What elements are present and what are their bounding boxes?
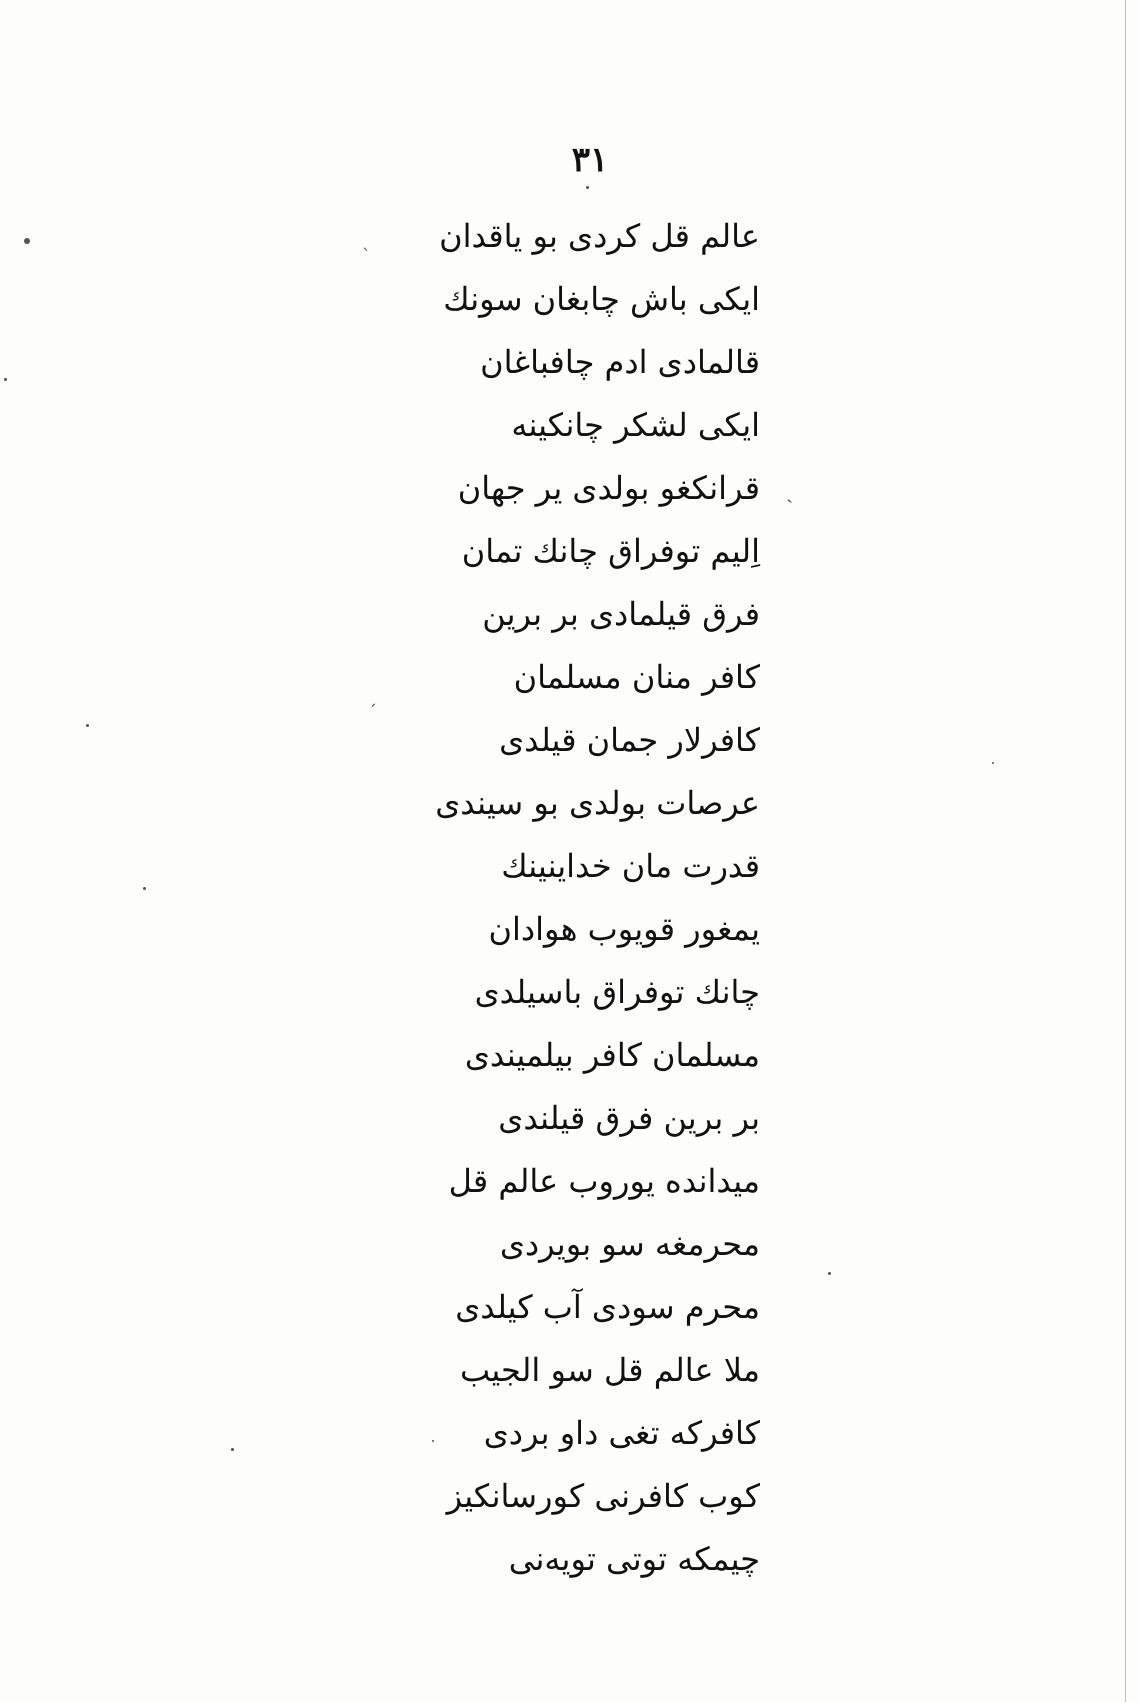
verse-line: اِلیم توفراق چانك تمان xyxy=(461,532,760,570)
verse-line: میدانده یوروب عالم قل xyxy=(448,1162,760,1200)
verse-line: فرق قیلمادی بر برین xyxy=(482,595,760,633)
verse-line: قرانکغو بولدی یر جهان xyxy=(457,469,760,507)
verse-line: ایکی لشکر چانکینه xyxy=(511,406,760,444)
stray-mark: ˏ xyxy=(786,479,794,504)
verse-line: مسلمان کافر بیلمیندی xyxy=(464,1036,760,1074)
verse-list xyxy=(380,205,760,1591)
ink-speck xyxy=(828,1272,831,1275)
verse-line: چانك توفراق باسیلدی xyxy=(474,973,760,1011)
verse-line: کافرلار جمان قیلدی xyxy=(499,721,760,759)
ink-speck xyxy=(24,238,30,244)
ink-speck xyxy=(143,887,146,890)
verse-line: ایکی باش چابغان سونك xyxy=(443,280,760,318)
verse-line: محرمغه سو بویردی xyxy=(499,1225,760,1263)
stray-mark: ˊ xyxy=(368,702,377,723)
ink-speck xyxy=(586,186,589,189)
verse-line: قدرت مان خداینینك xyxy=(501,847,760,885)
verse-line: عالم قل کردی بو یاقدان xyxy=(439,217,760,255)
verse-line: کوب کافرنی کورسانکیز xyxy=(446,1477,760,1515)
verse-line: کافر منان مسلمان xyxy=(513,658,760,696)
ink-speck xyxy=(86,724,89,727)
stray-mark: ˋ xyxy=(362,246,371,267)
ink-speck xyxy=(992,762,994,764)
ink-speck xyxy=(4,378,7,381)
verse-line: یمغور قویوب هوادان xyxy=(488,910,760,948)
verse-line: عرصات بولدی بو سیندی xyxy=(435,784,760,822)
verse-line: ملا عالم قل سو الجیب xyxy=(459,1351,760,1389)
verse-line: قالمادی ادم چافباغان xyxy=(480,343,760,381)
verse-line: بر برین فرق قیلندی xyxy=(498,1099,760,1137)
page-edge-line xyxy=(1125,0,1126,1702)
page-number: ۳۱ xyxy=(571,140,609,180)
verse-line: محرم سودی آب کیلدی xyxy=(455,1288,760,1326)
verse-line: کافرکه تغی داو بردی xyxy=(483,1414,760,1452)
ink-speck xyxy=(231,1448,234,1451)
verse-line: چیمکه توتی تویه‌نی xyxy=(508,1540,760,1578)
